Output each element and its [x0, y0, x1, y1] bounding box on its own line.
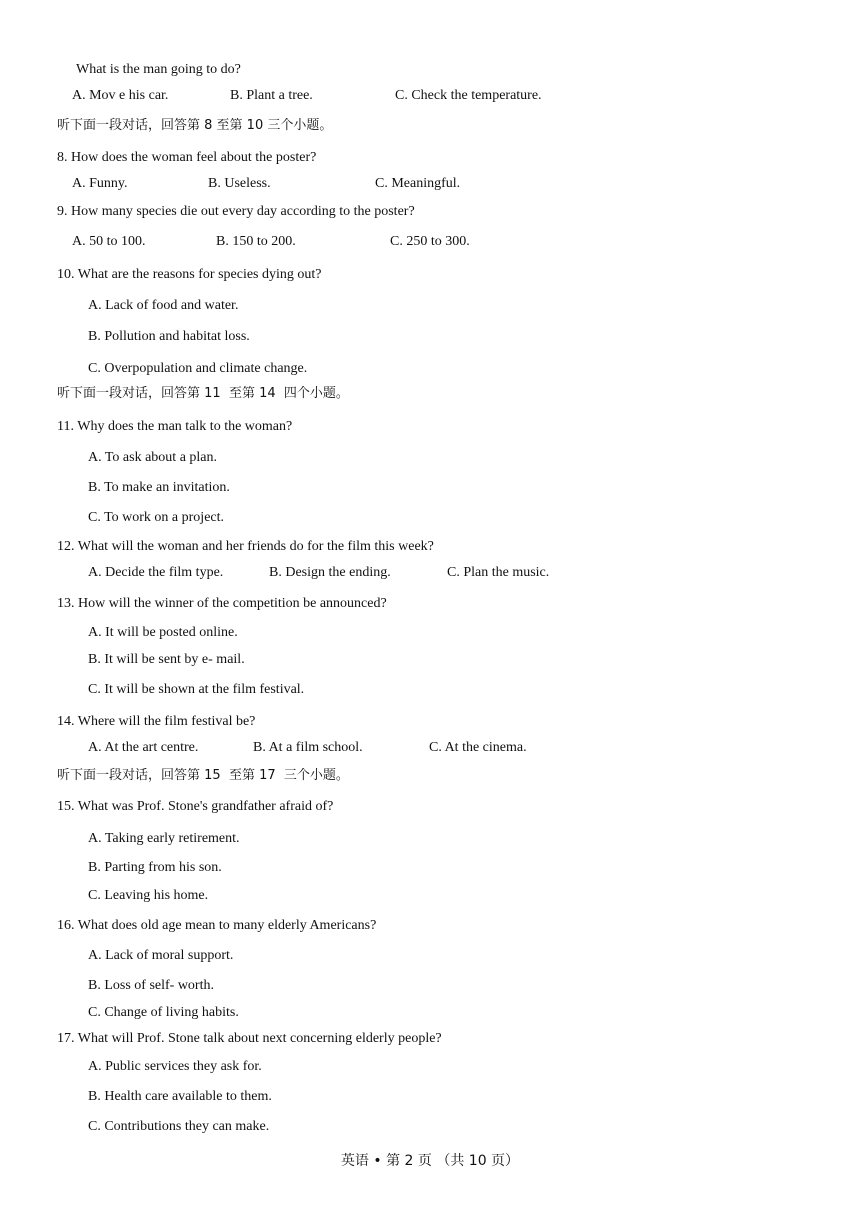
question-15-option-c: C. Leaving his home. [88, 888, 209, 903]
question-14-option-a: A. At the art centre. [88, 740, 199, 755]
question-7-option-c: C. Check the temperature. [395, 88, 542, 103]
question-9-prompt: 9. How many species die out every day according to the poster? [57, 204, 415, 219]
question-17-option-b: B. Health care available to them. [88, 1089, 272, 1104]
question-11-option-c: C. To work on a project. [88, 510, 225, 525]
section-heading-11-14: 听下面一段对话，回答第 11 至第 14 四个小题。 [57, 386, 349, 401]
question-14-option-b: B. At a film school. [253, 740, 363, 755]
question-15-option-a: A. Taking early retirement. [88, 831, 240, 846]
question-17-prompt: 17. What will Prof. Stone talk about next concerning elderly people? [57, 1031, 442, 1046]
question-8-prompt: 8. How does the woman feel about the poster? [57, 150, 317, 165]
question-9-option-b: B. 150 to 200. [216, 234, 296, 249]
question-16-option-b: B. Loss of self- worth. [88, 978, 214, 993]
question-7-option-a: A. Mov e his car. [72, 88, 169, 103]
question-13-option-b: B. It will be sent by e- mail. [88, 652, 245, 667]
question-7-option-b: B. Plant a tree. [230, 88, 313, 103]
question-12-prompt: 12. What will the woman and her friends do for the film this week? [57, 539, 434, 554]
question-12-option-a: A. Decide the film type. [88, 565, 224, 580]
question-9-option-a: A. 50 to 100. [72, 234, 146, 249]
question-10-option-a: A. Lack of food and water. [88, 298, 239, 313]
question-17-option-c: C. Contributions they can make. [88, 1119, 270, 1134]
question-15-prompt: 15. What was Prof. Stone's grandfather afraid of? [57, 799, 334, 814]
question-16-option-a: A. Lack of moral support. [88, 948, 234, 963]
question-16-option-c: C. Change of living habits. [88, 1005, 239, 1020]
question-8-option-c: C. Meaningful. [375, 176, 461, 191]
question-14-prompt: 14. Where will the film festival be? [57, 714, 256, 729]
question-16-prompt: 16. What does old age mean to many elderly Americans? [57, 918, 377, 933]
question-11-option-b: B. To make an invitation. [88, 480, 230, 495]
question-10-option-c: C. Overpopulation and climate change. [88, 361, 308, 376]
section-heading-8-10: 听下面一段对话，回答第 8 至第 10 三个小题。 [57, 118, 333, 133]
question-14-option-c: C. At the cinema. [429, 740, 527, 755]
question-11-prompt: 11. Why does the man talk to the woman? [57, 419, 293, 434]
question-15-option-b: B. Parting from his son. [88, 860, 222, 875]
question-10-option-b: B. Pollution and habitat loss. [88, 329, 250, 344]
question-12-option-c: C. Plan the music. [447, 565, 550, 580]
question-7-prompt: What is the man going to do? [76, 62, 241, 77]
section-heading-15-17: 听下面一段对话，回答第 15 至第 17 三个小题。 [57, 768, 349, 783]
question-12-option-b: B. Design the ending. [269, 565, 391, 580]
question-13-option-a: A. It will be posted online. [88, 625, 238, 640]
question-9-option-c: C. 250 to 300. [390, 234, 470, 249]
question-8-option-b: B. Useless. [208, 176, 271, 191]
question-11-option-a: A. To ask about a plan. [88, 450, 218, 465]
page-footer: 英语 • 第 2 页 （共 10 页） [340, 1153, 520, 1169]
question-13-prompt: 13. How will the winner of the competition be announced? [57, 596, 387, 611]
question-13-option-c: C. It will be shown at the film festival. [88, 682, 305, 697]
question-17-option-a: A. Public services they ask for. [88, 1059, 262, 1074]
question-10-prompt: 10. What are the reasons for species dying out? [57, 267, 322, 282]
question-8-option-a: A. Funny. [72, 176, 128, 191]
